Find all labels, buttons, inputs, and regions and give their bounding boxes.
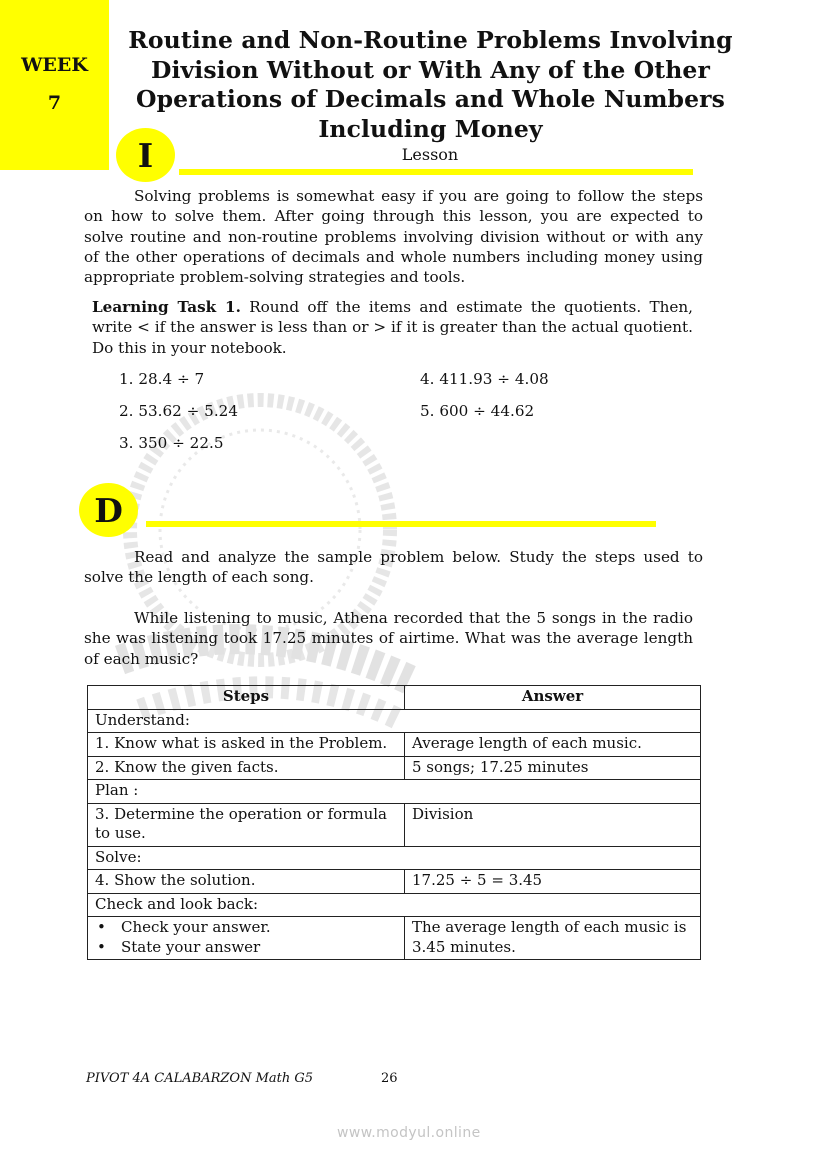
phase-solve: Solve: — [88, 846, 701, 870]
section-i-badge: I — [116, 128, 175, 182]
read-paragraph — [84, 547, 703, 588]
section-d-divider — [146, 521, 656, 527]
title-line: Including Money — [318, 114, 543, 143]
header-answer: Answer — [405, 686, 701, 710]
table-row — [88, 917, 701, 960]
intro-text: Solving problems is somewhat easy if you are going to follow the steps on how to solve them. After going through this lesson, you are expected to solve routine and non-routine problems involving division without or with any of the other operations of decimals and whole numbers including money using appropriate problem-solving strategies and tools. — [84, 187, 703, 287]
week-label: WEEK — [21, 54, 88, 76]
table-row — [88, 780, 701, 804]
learning-task-instructions: Round off the items and estimate the quotients. Then, write < if the answer is less than or > if it is greater than the actual quotient. Do this in your notebook. — [92, 298, 693, 357]
problem-paragraph — [84, 608, 693, 669]
table-row — [88, 733, 701, 757]
table-row — [88, 756, 701, 780]
section-d-badge: D — [79, 483, 138, 537]
learning-task — [92, 297, 693, 358]
table-row — [88, 803, 701, 846]
table-row — [88, 870, 701, 894]
lesson-title — [118, 26, 743, 144]
steps-table — [87, 685, 701, 960]
section-i-divider — [179, 169, 693, 175]
task-item: 4. 411.93 ÷ 4.08 — [420, 370, 549, 388]
header-steps: Steps — [88, 686, 405, 710]
answer-1: Average length of each music. — [405, 733, 701, 757]
step-2: 2. Know the given facts. — [88, 756, 405, 780]
table-row — [88, 893, 701, 917]
step-1: 1. Know what is asked in the Problem. — [88, 733, 405, 757]
title-line: Operations of Decimals and Whole Numbers — [136, 85, 725, 113]
answer-2: 5 songs; 17.25 minutes — [405, 756, 701, 780]
title-line: Routine and Non-Routine Problems Involving — [128, 26, 733, 54]
step-5 — [88, 917, 405, 960]
section-i-label: Lesson — [401, 145, 459, 164]
title-line: Division Without or With Any of the Other — [151, 55, 710, 84]
table-row — [88, 709, 701, 733]
read-text: Read and analyze the sample problem below. Study the steps used to solve the length of each song. — [84, 548, 703, 587]
page-number: 26 — [381, 1071, 398, 1086]
problem-text: While listening to music, Athena recorded that the 5 songs in the radio she was listening took 17.25 minutes of airtime. What was the average length of each music? — [84, 609, 693, 668]
task-item: 5. 600 ÷ 44.62 — [420, 402, 535, 420]
website-watermark: www.modyul.online — [337, 1125, 481, 1141]
task-item: 1. 28.4 ÷ 7 — [119, 370, 205, 388]
week-badge — [0, 0, 109, 170]
learning-task-label: Learning Task 1. — [92, 298, 241, 316]
phase-check: Check and look back: — [88, 893, 701, 917]
check-bullet: • Check your answer. — [95, 918, 397, 938]
answer-4: 17.25 ÷ 5 = 3.45 — [405, 870, 701, 894]
week-number: 7 — [47, 92, 62, 114]
step-3: 3. Determine the operation or formula to use. — [88, 803, 405, 846]
phase-plan: Plan : — [88, 780, 701, 804]
check-bullet: • State your answer — [95, 938, 397, 958]
table-header-row — [88, 686, 701, 710]
footer-source: PIVOT 4A CALABARZON Math G5 — [86, 1071, 314, 1086]
step-4: 4. Show the solution. — [88, 870, 405, 894]
intro-paragraph — [84, 186, 703, 287]
answer-3: Division — [405, 803, 701, 846]
task-item: 2. 53.62 ÷ 5.24 — [119, 402, 238, 420]
answer-5: The average length of each music is 3.45 minutes. — [405, 917, 701, 960]
task-item: 3. 350 ÷ 22.5 — [119, 434, 224, 452]
check-list — [95, 918, 397, 957]
phase-understand: Understand: — [88, 709, 701, 733]
table-row — [88, 846, 701, 870]
